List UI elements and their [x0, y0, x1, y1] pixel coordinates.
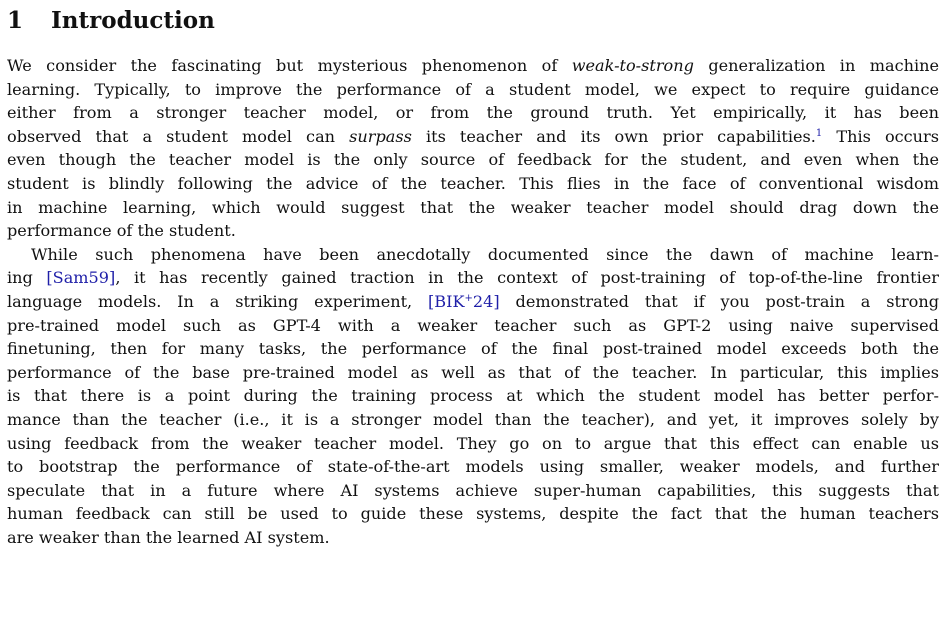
citation-superscript: +: [464, 292, 473, 304]
paragraph-line: either from a stronger teacher model, or from the ground truth. Yet empirically, it has been: [7, 103, 939, 123]
footnote-link[interactable]: 1: [815, 127, 823, 139]
paragraph-line: speculate that in a future where AI systems achieve super-human capabilities, this suggests that: [7, 480, 939, 500]
paragraph-line: is that there is a point during the training process at which the student model has better perfor-: [7, 386, 939, 406]
paragraph-line: [7, 290, 939, 314]
citation-text: [BIK: [428, 291, 465, 311]
text-run: This occurs: [822, 126, 939, 146]
paragraph-line: pre-trained model such as GPT-4 with a weaker teacher such as GPT-2 using naive supervised: [7, 315, 939, 335]
emphasis-surpass: surpass: [349, 126, 412, 146]
citation-link-bik24[interactable]: [428, 292, 500, 311]
text-run: observed that a student model can: [7, 126, 350, 146]
text-run: generalization in machine: [693, 56, 940, 75]
paragraph-line: using feedback from the weaker teacher model. They go on to argue that this effect can enable us: [7, 433, 939, 453]
paragraph-line: are weaker than the learned AI system.: [7, 527, 330, 547]
paragraph-line: in machine learning, which would suggest that the weaker teacher model should drag down the: [7, 197, 939, 217]
paragraph-line: [7, 125, 939, 149]
paragraph-line: student is blindly following the advice of the teacher. This flies in the face of conventional wisdom: [7, 173, 939, 193]
section-number: 1: [7, 7, 24, 34]
paragraph-line: to bootstrap the performance of state-of-the-art models using smaller, weaker models, and further: [7, 457, 939, 477]
text-run: demonstrated that if you post-train a strong: [499, 291, 940, 311]
paragraph-line: finetuning, then for many tasks, the performance of the final post-trained model exceeds both the: [7, 339, 939, 359]
emphasis-weak-to-strong: weak-to-strong: [571, 56, 694, 75]
paragraph-line: performance of the base pre-trained model as well as that of the teacher. In particular, this implies: [7, 362, 939, 382]
paragraph-1: [7, 54, 939, 243]
paragraph-line: learning. Typically, to improve the performance of a student model, we expect to require guidance: [7, 79, 939, 99]
paragraph-line: mance than the teacher (i.e., it is a stronger model than the teacher), and yet, it improves solely by: [7, 409, 939, 429]
text-run: ing: [7, 268, 47, 288]
text-run: We consider the fascinating but mysterious phenomenon of: [7, 56, 572, 75]
paragraph-line: While such phenomena have been anecdotally documented since the dawn of machine learn-: [31, 244, 939, 264]
text-run: , it has recently gained traction in the context of post-training of top-of-the-line frontier: [115, 268, 939, 288]
paragraph-line: human feedback can still be used to guide these systems, despite the fact that the human teachers: [7, 504, 939, 524]
citation-link-sam59[interactable]: [Sam59]: [46, 268, 116, 288]
paragraph-line: [7, 54, 939, 78]
text-run: its teacher and its own prior capabilities.: [411, 126, 816, 146]
paragraph-line: performance of the student.: [7, 221, 236, 241]
paragraph-line: [7, 266, 939, 290]
paragraph-2: [7, 243, 939, 550]
paragraph-line: even though the teacher model is the only source of feedback for the student, and even when the: [7, 150, 939, 170]
section-heading: [7, 4, 948, 38]
text-run: language models. In a striking experiment,: [7, 291, 429, 311]
section-title: Introduction: [51, 7, 215, 34]
paper-page: [0, 4, 948, 632]
citation-text: 24]: [472, 291, 500, 311]
